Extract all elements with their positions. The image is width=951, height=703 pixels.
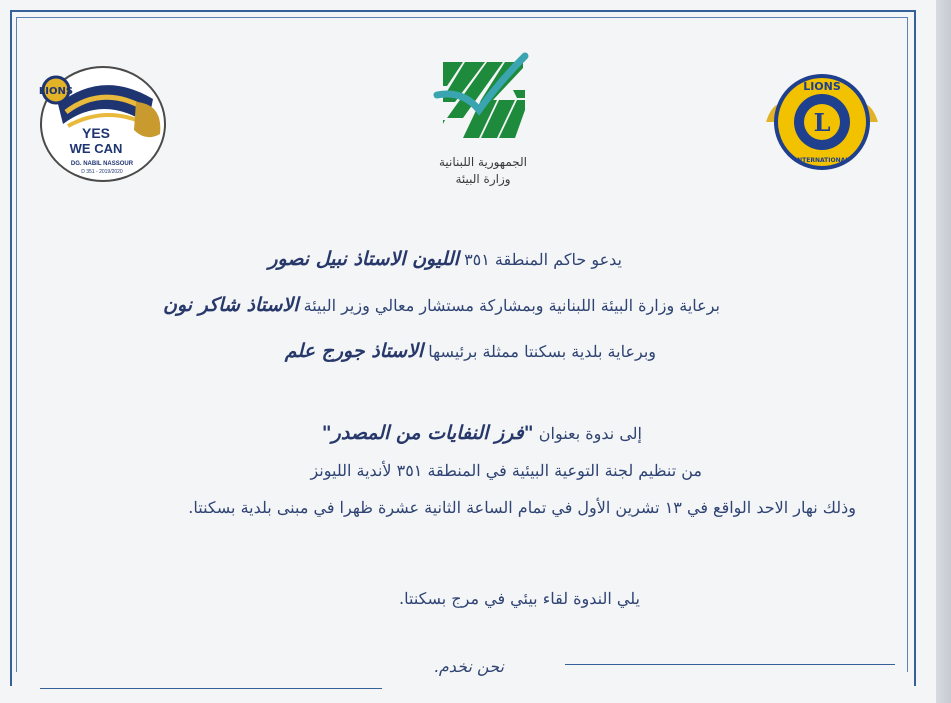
bottom-rule-left (40, 688, 382, 689)
ministry-name: وزارة البيئة (455, 172, 511, 186)
ministry-of-environment-logo (418, 50, 548, 200)
invitation-line-municipality (0, 340, 656, 362)
invitation-line-seminar (0, 422, 642, 444)
advisor-name: الاستاذ شاكر نون (163, 294, 299, 316)
lions-letter: L (813, 108, 831, 137)
yes-we-can-logo (38, 64, 168, 184)
seminar-title: "فرز النفايات من المصدر" (321, 422, 534, 444)
lions-international-logo (764, 66, 880, 178)
municipality-patronage: وبرعاية بلدية بسكنتا ممثلة برئيسها (423, 342, 656, 361)
page-edge (936, 0, 951, 703)
invitation-line-organizer: من تنظيم لجنة التوعية البيئية في المنطقة ٣٥١ لأندية الليونز (310, 461, 702, 480)
invitation-line-date: وذلك نهار الاحد الواقع في ١٣ تشرين الأول في تمام الساعة الثانية عشرة ظهرا في مبنى بلدية بسكنتا. (188, 498, 856, 517)
mayor-name: الاستاذ جورج علم (284, 340, 424, 362)
left-logo-yes: YES (81, 125, 111, 141)
bottom-rule-right (565, 664, 895, 665)
left-logo-we-can: WE CAN (69, 141, 123, 156)
closing-motto: نحن نخدم. (433, 657, 504, 676)
invitation-line-host (0, 248, 622, 270)
lions-top-text: LIONS (803, 80, 841, 93)
left-logo-dg: DG. NABIL NASSOUR (70, 161, 134, 167)
invitation-line-ministry (0, 294, 720, 316)
lions-bottom-text: INTERNATIONAL (794, 157, 850, 164)
ministry-emblem-icon (433, 50, 533, 150)
host-intro: يدعو حاكم المنطقة ٣٥١ (458, 250, 622, 269)
seminar-intro: إلى ندوة بعنوان (533, 424, 642, 443)
left-logo-ring: LIONS (38, 86, 74, 97)
left-logo-year: D 351 - 2019/2020 (81, 169, 123, 175)
ministry-country-name: الجمهورية اللبنانية (438, 155, 528, 169)
ministry-patronage: برعاية وزارة البيئة اللبنانية وبمشاركة مستشار معالي وزير البيئة (298, 296, 720, 315)
invitation-line-followup: يلي الندوة لقاء بيئي في مرج بسكنتا. (399, 589, 640, 608)
host-name: الليون الاستاذ نبيل نصور (268, 248, 459, 270)
